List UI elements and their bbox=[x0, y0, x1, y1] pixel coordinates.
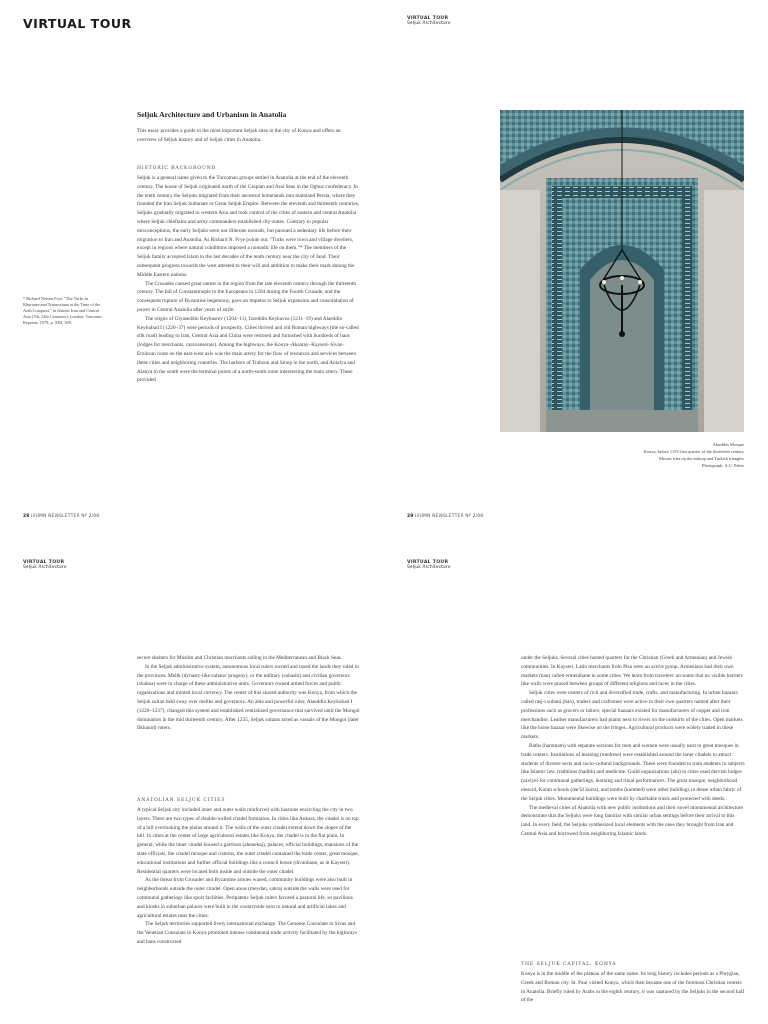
page-title: VIRTUAL TOUR bbox=[23, 16, 132, 31]
folio-label: ISHMN NEWSLETTER Nº 2/08 bbox=[31, 514, 100, 519]
body-paragraph: under the Seljuks. Several cities hosted quarters for the Christian (Greek and Armenian) and Jewish communities. In Kayseri, Latin merchants from Pisa were an active group. Armenians had their own markets (han) called ermenihane in some cities. We learn from travelers' accounts that no visible barriers like walls were placed between groups of different religions and races in the cities. bbox=[521, 655, 743, 688]
intro-paragraph: This essay provides a guide to the most important Seljuk sites in the city of Konya and offers an overview of Seljuk history and of Seljuk cities in Anatolia. bbox=[137, 128, 341, 143]
footnote: * Richard Nelson Frye, "The Turks in Khurasan and Transoxiana at the Time of the Arab Conquest," in Islamic Iran and Central Asia (7th–12th Centuries), London: Variorum Reprints, 1979, p. XIII: 309. bbox=[23, 296, 102, 326]
body-paragraph: The reigns of Giyaseddin Keyhusrev (1204–11), Izzeddin Keykavus (1211–19) and Alaeddin Keykubad I (1220–37) were periods of prosperity. Cities thrived and old Roman highways (the so-called silk road) leading to Iran, Central Asia and China were restored and furnished with hundreds of hans (lodges for merchants, caravanserais). Among the highways, the Konya–Aksaray–Kayseri–Sivas–Erzincan route on the east-west axis was the main artery for the flow of resources and services between these cities and neighboring countries. The harbors of Trabzon and Sinop in the north, and Antalya and Alanya in the south were the terminal points of a north-south route intersecting the main artery. These provided bbox=[137, 315, 359, 384]
mosque-photo bbox=[500, 110, 744, 432]
article-column-2 bbox=[137, 654, 361, 733]
running-head bbox=[23, 560, 66, 571]
body-paragraph: Baths (hammam) with separate sections for men and women were usually next to great mosques in trade centers. Institutions of learning (medrese) were established around the inner citadels to attract students of diverse sects and socio-cultural backgrounds. These were founded to train students in subjects like Islamic law, traditions (hadith) and medicine. Guild organizations (ahi) in cities used dervish lodges (zaviye) for communal gatherings, learning and ritual performances. The great mosque, neighborhood mescid, Koran schools (dar'ül kurra), and tombs (kumbed) were other buildings in dense urban fabric of the Seljuk cities. Monumental buildings were built by charitable trusts and protected with deeds. bbox=[521, 742, 745, 802]
article-title: Seljuk Architecture and Urbanism in Anatolia bbox=[137, 110, 287, 119]
article-column-1 bbox=[137, 174, 361, 385]
folio-number: 29 bbox=[407, 514, 414, 519]
article-intro bbox=[137, 127, 361, 145]
body-paragraph: secure shelters for Muslim and Christian merchants sailing in the Mediterranean and Black Seas. bbox=[137, 655, 343, 661]
caption-line: Alaeddin Mosque bbox=[712, 442, 744, 447]
body-paragraph: A typical Seljuk city included inner and outer walls reinforced with bastions encircling the city in two layers. There are two types of double-walled citadel formation. In cities like Ankara, the citadel is on top of a hill overlooking the plains around it. The walls of the outer citadel extend down the slopes of the hill. In cities at the center of large agricultural estates like Konya, the citadel is in the flat plain. In general, while the inner citadel housed a garrison (ahenekaj), palaces, official buildings, mansions of the state officials, the citadel mosque and cisterns, the outer citadel contained the trade center, great mosque, educational institutions and further official buildings like a council house (divanhane, as in Kayseri). Residential quarters were located both inside and outside the outer citadel. bbox=[137, 807, 359, 875]
running-head bbox=[407, 560, 450, 571]
body-paragraph: Konya is in the middle of the plateau of the same name. Its long history includes periods as a Phrygian, Greek and Roman city. St. Paul visited Konya, which then became one of the foremost Christian centers in Anatolia. Briefly ruled by Arabs in the eighth century, it was captured by the Seljuks in the second half of the bbox=[521, 971, 745, 1004]
section-heading-historic: HISTORIC BACKGROUND bbox=[137, 166, 217, 171]
folio-right bbox=[407, 514, 483, 519]
body-paragraph: The medieval cities of Anatolia with new public institutions and their novel monumental architecture demonstrate that the Seljuks were long familiar with similar urban settings before their arrival to this land. In every field, the Seljuks synthesized local elements with the ones they brought from Iran and Central Asia and borrowed from neighboring Islamic lands. bbox=[521, 804, 744, 837]
photo-caption bbox=[596, 441, 744, 469]
running-title: VIRTUAL TOUR bbox=[407, 16, 449, 21]
caption-line: Photograph: A.U. Peker bbox=[702, 463, 744, 468]
running-subtitle: Seljuk Architecture bbox=[23, 565, 67, 571]
body-paragraph: The Seljuk territories supported lively international exchange. The Genoese Consulate in Sivas and the Venetian Consulate in Konya promoted intense continental trade activity facilitated by the highways and hans constructed bbox=[137, 921, 358, 945]
section-heading-anatolian: ANATOLIAN SELJUK CITIES bbox=[137, 798, 226, 803]
running-subtitle: Seljuk Architecture bbox=[407, 21, 451, 27]
folio-number: 28 bbox=[23, 514, 30, 519]
caption-line: Mosaic tiles on the mihrap and Turkish triangles bbox=[659, 456, 744, 461]
caption-line: Konya, before 1155-first quarter of the thirteenth century bbox=[643, 449, 744, 454]
running-subtitle: Seljuk Architecture bbox=[407, 565, 451, 571]
article-column-3 bbox=[137, 806, 361, 947]
body-paragraph: The Crusades caused great unrest in the region from the late eleventh century through the thirteenth century. The fall of Constantinople to the Europeans in 1204 during the Fourth Crusade, and the consequent rupture of Byzantine hegemony, gave an impetus to Seljuk expansion and consolidation of power in Central Anatolia after years of strife. bbox=[137, 280, 357, 313]
running-title: VIRTUAL TOUR bbox=[407, 560, 449, 565]
folio-left bbox=[23, 514, 99, 519]
body-paragraph: In the Seljuk administrative system, autonomous local rulers owned and taxed the lands they ruled in the provinces. Melik (dynasty-like sultans' progeny), or the military (subashi) and civilian governors (shahna) were in charge of these administrative units. Governors owned armed forces and public organizations and minted local currency. The center of this shared authority was Konya, from which the Seljuk sultan held sway over meliks and governors. An able and powerful ruler, Alaeddin Keykubad I (1220–1237), changed this system and established centralized governance that survived until the Mongol domination in the mid thirteenth century. After 1235, Seljuk sultans acted as vassals of the Mongol (later Ilkhanid) rulers. bbox=[137, 663, 360, 732]
running-title: VIRTUAL TOUR bbox=[23, 560, 65, 565]
article-column-5 bbox=[521, 970, 745, 1005]
folio-label: ISHMN NEWSLETTER Nº 2/08 bbox=[415, 514, 484, 519]
mihrab-chandelier-photo bbox=[500, 110, 744, 432]
body-paragraph: Seljuk is a general name given to the Turcoman groups settled in Anatolia at the end of the eleventh century. The house of Seljuk originated north of the Caspian and Aral Seas in the Oghuz confederacy. In the tenth century the Seljuks migrated from their ancestral homelands into mainland Persia, where they founded the Iran Seljuk Sultanate or Great Seljuk Empire. Between the eleventh and thirteenth centuries, Seljuks gradually migrated to western Asia and took control of the cities of eastern and central Anatolia where Seljuk chieftains and army commanders established city-states. Contrary to popular misconceptions, the early Seljuks were not illiterate nomads, but pursued a sedentary life before their migration to Iran and Anatolia. As Richard N. Frye points out, "Turks were town and village dwellers, except in regions where natural conditions imposed a nomadic life on them."* The members of the Seljuk family accepted Islam in the last decades of the tenth century near the city of Jand. Their subsequent progress towards the west attested to their will and ambition to make their mark among the Middle Eastern nations. bbox=[137, 175, 360, 278]
body-paragraph: As the threat from Crusader and Byzantine armies waned, community buildings were also built in neighborhoods outside the outer citadel. Open areas (meydan, sahra) outside the walls were used for communal gatherings like sport facilities. Peripatetic Seljuk rulers favored a pastoral life, so pavilions and kiosks in suburban palaces were built in the countryside next to natural and artificial lakes and agricultural estates near the cities. bbox=[137, 877, 353, 919]
article-column-4 bbox=[521, 654, 745, 839]
section-heading-konya: THE SELJUK CAPITAL: KONYA bbox=[521, 962, 617, 967]
body-paragraph: Seljuk cities were centers of rich and diversified trade, crafts, and manufacturing. In urban bazaars called rasj-i sultani (han), traders and craftsmen were active in their own quarters named after their professions such as grocers or tailors; special bazaars existed for manufacturers of copper and iron merchandise. Leather manufacturers had plants next to rivers on the outskirts of the cities. Open markets like the horse bazaar were likewise on the fringes. Agricultural products were widely traded in these markets. bbox=[521, 690, 743, 741]
running-head bbox=[407, 16, 450, 27]
